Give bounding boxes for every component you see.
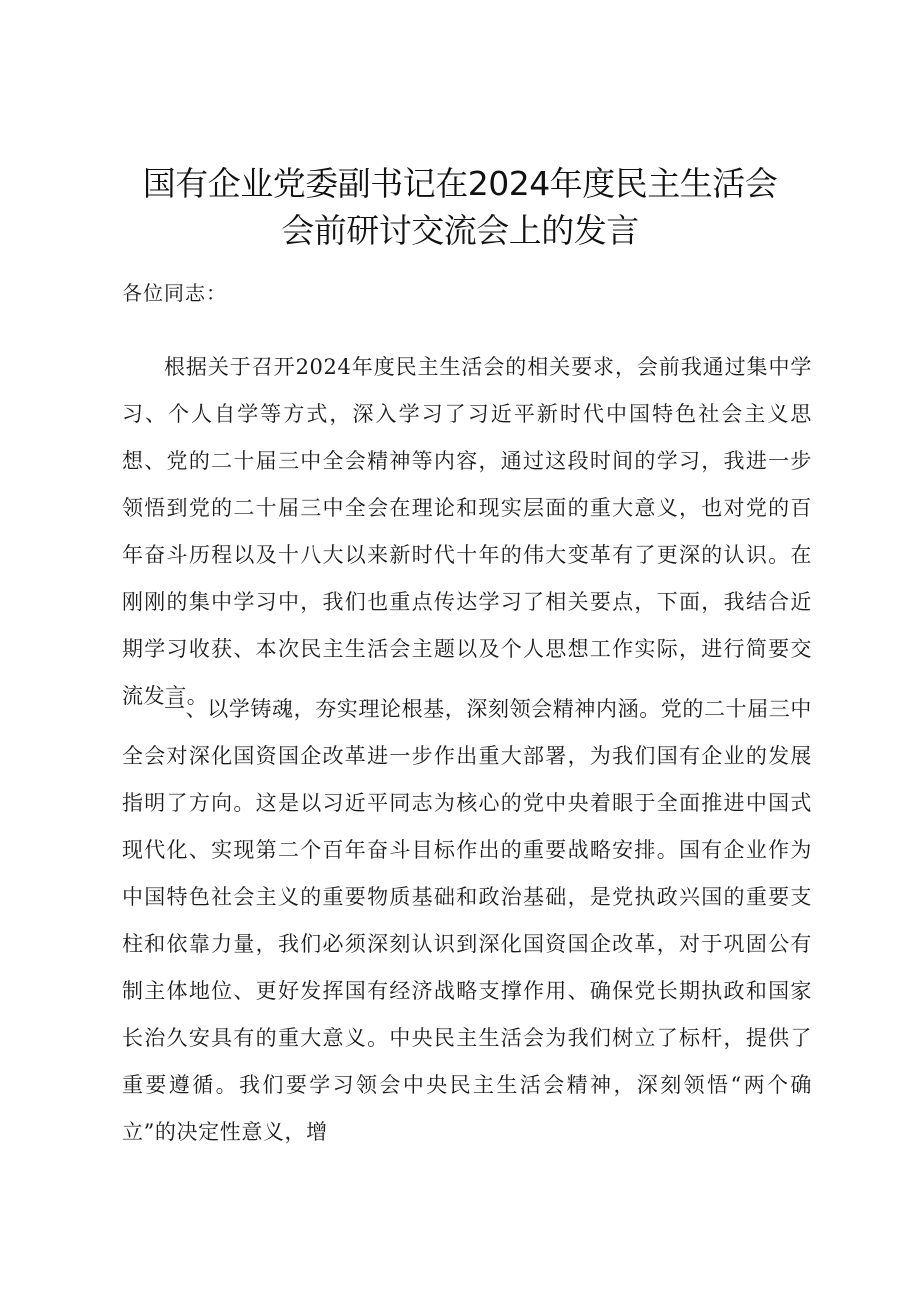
title-line-2: 会前研讨交流会上的发言 — [281, 211, 639, 250]
document-title — [0, 160, 920, 254]
body-paragraph-section-one: 一、以学铸魂，夯实理论根基，深刻领会精神内涵。党的二十届三中全会对深化国资国企改革进一步作出重大部署，为我们国有企业的发展指明了方向。这是以习近平同志为核心的党中央着眼于全面推进中国式现代化、实现第二个百年奋斗目标作出的重要战略安排。国有企业作为中国特色社会主义的重要物质基础和政治基础，是党执政兴国的重要支柱和依靠力量，我们必须深刻认识到深化国资国企改革，对于巩固公有制主体地位、更好发挥国有经济战略支撑作用、确保党长期执政和国家长治久安具有的重大意义。中央民主生活会为我们树立了标杆，提供了重要遵循。我们要学习领会中央民主生活会精神，深刻领悟“两个确立”的决定性意义，增 — [122, 697, 812, 1144]
salutation: 各位同志： — [122, 281, 227, 305]
body-paragraph-intro: 根据关于召开2024年度民主生活会的相关要求，会前我通过集中学习、个人自学等方式，深入学习了习近平新时代中国特色社会主义思想、党的二十届三中全会精神等内容，通过这段时间的学习，我进一步领悟到党的二十届三中全会在理论和现实层面的重大意义，也对党的百年奋斗历程以及十八大以来新时代十年的伟大变革有了更深的认识。在刚刚的集中学习中，我们也重点传达学习了相关要点，下面，我结合近期学习收获、本次民主生活会主题以及个人思想工作实际，进行简要交流发言。 — [122, 355, 812, 708]
title-line-1: 国有企业党委副书记在2024年度民主生活会 — [142, 164, 778, 203]
